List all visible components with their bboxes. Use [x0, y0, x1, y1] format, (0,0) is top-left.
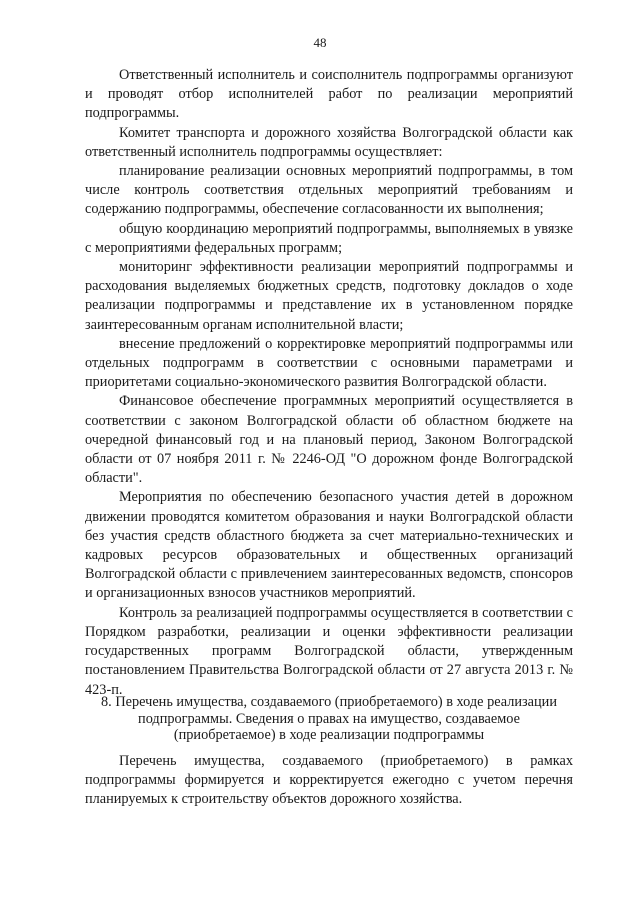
- document-body: [85, 66, 573, 700]
- section-heading: [85, 694, 573, 744]
- section-heading-line: подпрограммы. Сведения о правах на имущество, создаваемое: [138, 710, 520, 727]
- paragraph: Финансовое обеспечение программных мероприятий осуществляется в соответствии с законом Волгоградской области об областном бюджете на очередной финансовый год и на плановый период, Законом Волгоградской области от 07 ноября 2011 г. № 2246-ОД "О дорожном фонде Волгоградской области".: [85, 393, 573, 487]
- paragraph: Ответственный исполнитель и соисполнитель подпрограммы организуют и проводят отбор исполнителей работ по реализации мероприятий подпрограммы.: [85, 67, 573, 122]
- section-heading-line: 8. Перечень имущества, создаваемого (приобретаемого) в ходе реализации: [101, 694, 557, 710]
- paragraph: Перечень имущества, создаваемого (приобретаемого) в рамках подпрограммы формируется и корректируется ежегодно с учетом перечня планируемых к строительству объектов дорожного хозяйства.: [85, 753, 573, 808]
- section-body: [85, 752, 573, 810]
- page-number: 48: [313, 35, 327, 50]
- paragraph: планирование реализации основных мероприятий подпрограммы, в том числе контроль соответствия отдельных мероприятий требованиям и содержанию подпрограммы, обеспечение согласованности их выполнения;: [85, 163, 573, 218]
- paragraph: общую координацию мероприятий подпрограммы, выполняемых в увязке с мероприятиями федеральных программ;: [85, 220, 573, 256]
- paragraph: мониторинг эффективности реализации мероприятий подпрограммы и расходования выделяемых бюджетных средств, подготовку докладов о ходе реализации подпрограммы и представление их в установленном порядке заинтересованным органам исполнительной власти;: [85, 259, 573, 333]
- paragraph: Мероприятия по обеспечению безопасного участия детей в дорожном движении проводятся комитетом образования и науки Волгоградской области без участия средств областного бюджета за счет материально-технических и кадровых ресурсов образовательных и общественных организаций Волгоградской области с привлечением заинтересованных ведомств, спонсоров и организационных взносов участников мероприятий.: [85, 489, 573, 602]
- section-heading-line: (приобретаемое) в ходе реализации подпрограммы: [173, 727, 485, 743]
- paragraph: внесение предложений о корректировке мероприятий подпрограммы или отдельных подпрограмм в соответствии с основными параметрами и приоритетами социально-экономического развития Волгоградской области.: [85, 335, 573, 391]
- paragraph: Контроль за реализацией подпрограммы осуществляется в соответствии с Порядком разработки, реализации и оценки эффективности реализации государственных программ Волгоградской области, утвержденным постановлением Правительства Волгоградской области от 27 августа 2013 г. № 423-п.: [85, 604, 573, 698]
- paragraph: Комитет транспорта и дорожного хозяйства Волгоградской области как ответственный исполнитель подпрограммы осуществляет:: [85, 124, 573, 160]
